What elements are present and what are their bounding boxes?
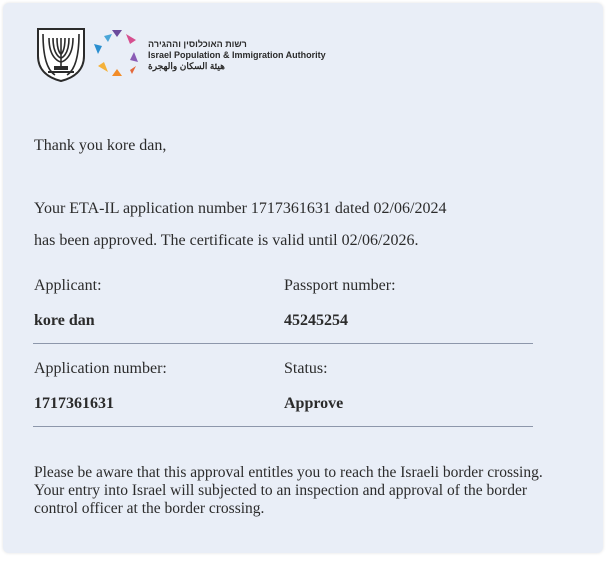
- star-of-david-logo-icon: [90, 26, 144, 82]
- notice-paragraph: Please be aware that this approval entitles you to reach the Israeli border crossing. Your entry into Israel will subjected to an inspection and approval of the border control officer at the border crossing.: [34, 464, 543, 517]
- passport-label: Passport number:: [284, 277, 396, 294]
- applicant-value: kore dan: [34, 312, 95, 329]
- status-label: Status:: [284, 360, 328, 377]
- menorah-emblem-icon: [35, 26, 87, 82]
- message-line-1: Your ETA-IL application number 1717361631 dated 02/06/2024: [34, 200, 447, 217]
- application-number-value: 1717361631: [34, 395, 114, 412]
- org-name-hebrew: רשות האוכלוסין וההגירה: [148, 39, 247, 49]
- message-line-2: has been approved. The certificate is valid until 02/06/2026.: [34, 232, 419, 249]
- application-number-label: Application number:: [34, 360, 167, 377]
- org-name-arabic: هيئة السكان والهجرة: [148, 61, 225, 71]
- applicant-label: Applicant:: [34, 277, 102, 294]
- status-value: Approve: [284, 395, 344, 412]
- divider: [33, 426, 533, 427]
- org-name-english: Israel Population & Immigration Authority: [148, 50, 326, 60]
- divider: [33, 343, 533, 344]
- organization-name: [148, 39, 326, 72]
- passport-value: 45245254: [284, 312, 348, 329]
- greeting: Thank you kore dan,: [34, 137, 167, 154]
